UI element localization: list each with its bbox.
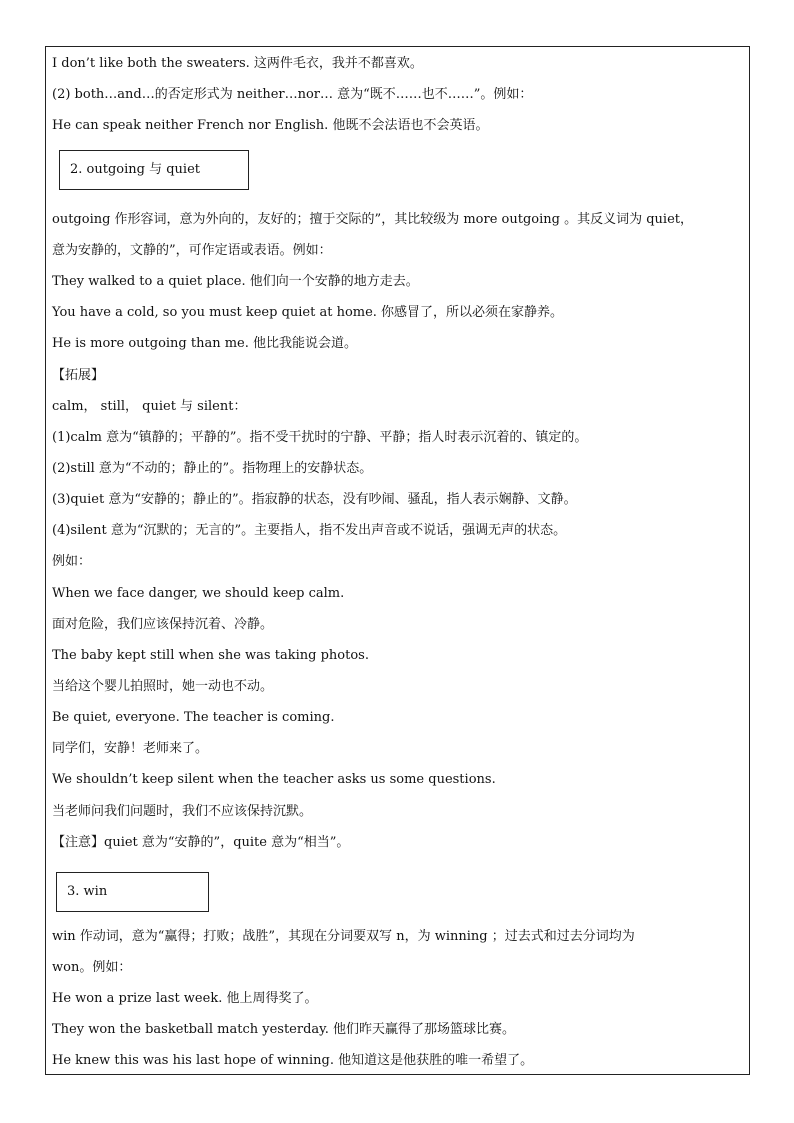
text-line: 意为安静的，文静的”，可作定语或表语。例如： (52, 243, 332, 258)
text-line: 【注意】quiet 意为“安静的”，quite 意为“相当”。 (52, 835, 350, 850)
text-line: The baby kept still when she was taking photos. (52, 648, 369, 663)
text-line: 当老师问我们问题时，我们不应该保持沉默。 (52, 804, 313, 819)
text-line: He can speak neither French nor English. 他既不会法语也不会英语。 (52, 118, 489, 133)
text-line: We shouldn’t keep silent when the teacher asks us some questions. (52, 772, 496, 787)
text-line: (3)quiet 意为“安静的；静止的”。指寂静的状态，没有吵闹、骚乱，指人表示娴静、文静。 (52, 492, 577, 507)
text-line: win 作动词，意为“赢得；打败；战胜”，其现在分词要双写 n，为 winning ；过去式和过去分词均为 (52, 929, 635, 944)
text-line: They won the basketball match yesterday. 他们昨天赢得了那场篮球比赛。 (52, 1022, 516, 1037)
text-line: Be quiet, everyone. The teacher is coming. (52, 710, 335, 725)
text-line: 【拓展】 (52, 368, 105, 383)
text-line: He won a prize last week. 他上周得奖了。 (52, 991, 318, 1006)
content-frame (45, 46, 750, 1075)
text-line: (4)silent 意为“沉默的；无言的”。主要指人，指不发出声音或不说话，强调无声的状态。 (52, 523, 567, 538)
text-line: outgoing 作形容词，意为外向的，友好的；擅于交际的”，其比较级为 more outgoing 。其反义词为 quiet， (52, 212, 693, 227)
text-line: I don’t like both the sweaters. 这两件毛衣，我并不都喜欢。 (52, 56, 423, 71)
text-line: They walked to a quiet place. 他们向一个安静的地方走去。 (52, 274, 419, 289)
text-line: He is more outgoing than me. 他比我能说会道。 (52, 336, 358, 351)
text-line: 同学们，安静！老师来了。 (52, 741, 209, 756)
text-line: 当给这个婴儿拍照时，她一动也不动。 (52, 679, 274, 694)
section-heading-win: 3. win (56, 872, 209, 912)
text-line: He knew this was his last hope of winning. 他知道这是他获胜的唯一希望了。 (52, 1053, 534, 1068)
text-line: When we face danger, we should keep calm. (52, 586, 345, 601)
text-line: (2)still 意为“不动的；静止的”。指物理上的安静状态。 (52, 461, 373, 476)
text-line: You have a cold, so you must keep quiet at home. 你感冒了，所以必须在家静养。 (52, 305, 564, 320)
text-line: (1)calm 意为“镇静的；平静的”。指不受干扰时的宁静、平静；指人时表示沉着的、镇定的。 (52, 430, 588, 445)
text-line: calm， still， quiet 与 silent： (52, 399, 247, 414)
section-heading-outgoing-quiet: 2. outgoing 与 quiet (59, 150, 249, 190)
text-line: 面对危险，我们应该保持沉着、冷静。 (52, 617, 274, 632)
text-line: (2) both…and…的否定形式为 neither…nor… 意为“既不……也不……”。例如： (52, 87, 533, 102)
text-line: won。例如： (52, 960, 132, 975)
text-line: 例如： (52, 554, 92, 569)
